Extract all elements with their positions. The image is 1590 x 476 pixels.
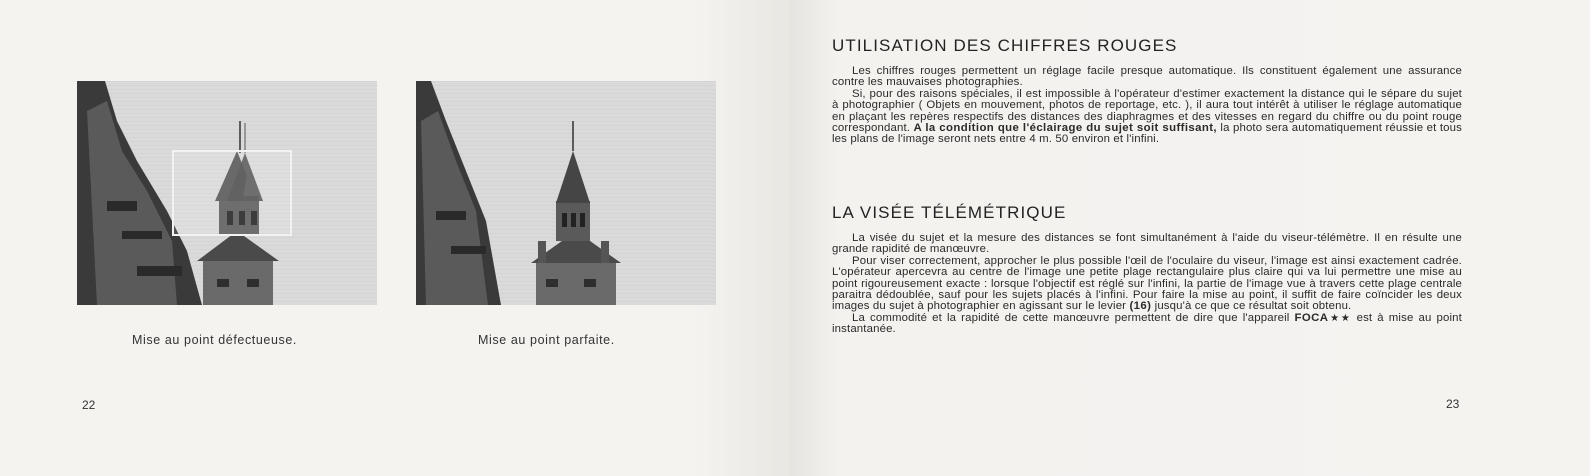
section-heading-red-figures: UTILISATION DES CHIFFRES ROUGES bbox=[832, 36, 1178, 55]
right-page bbox=[790, 0, 1590, 476]
paragraph: Les chiffres rouges permettent un réglage facile presque automatique. Ils constituent également une assurance contre les mauvaises photographies. bbox=[832, 65, 1462, 89]
section-body-rangefinder bbox=[832, 233, 1462, 336]
page-number-right: 23 bbox=[1446, 397, 1460, 411]
section-heading-rangefinder: LA VISÉE TÉLÉMÉTRIQUE bbox=[832, 203, 1067, 222]
paragraph: Si, pour des raisons spéciales, il est impossible à l'opérateur d'estimer exactement la distance qui le sépare du sujet à photographier ( Objets en mouvement, photos de reportage, etc. ), il aura tout intérêt à utiliser le réglage automatique en plaçant les repères respectifs des distances des diaphragmes et des vitesses en regard du chiffre ou du point rouge correspondant. A la condition que l'éclairage du sujet soit suffisant, la photo sera automatiquement réussie et tous les plans de l'image seront nets entre 4 m. 50 environ et l'infini. bbox=[832, 87, 1462, 146]
photo-perfect-focus bbox=[416, 81, 716, 305]
paragraph: La commodité et la rapidité de cette manœuvre permettent de dire que l'appareil FOCA★★ est à mise au point instantanée. bbox=[832, 311, 1462, 336]
left-page bbox=[0, 0, 790, 476]
caption-perfect-focus: Mise au point parfaite. bbox=[478, 333, 615, 347]
photo-defective-focus bbox=[77, 81, 377, 305]
paragraph: La visée du sujet et la mesure des distances se font simultanément à l'aide du viseur-télémètre. Il en résulte une grande rapidité de manœuvre. bbox=[832, 232, 1462, 256]
stars-icon: ★★ bbox=[1328, 312, 1352, 324]
section-body-red-figures bbox=[832, 66, 1462, 146]
caption-defective-focus: Mise au point défectueuse. bbox=[132, 333, 298, 347]
paragraph: Pour viser correctement, approcher le plus possible l'œil de l'oculaire du viseur, l'image est ainsi exactement cadrée. L'opérateur apercevra au centre de l'image une petite plage rectangulaire plus claire qui va lui permettre une mise au point rigoureusement exacte : lorsque l'objectif est réglé sur l'infini, la partie de l'image vue à travers cette plage centrale paraitra dédoublée, sauf pour les sujets placés à l'infini. Pour faire la mise au point, il suffit de faire coïncider les deux images du sujet à photographier en agissant sur le levier (16) jusqu'à ce que ce résultat soit obtenu. bbox=[832, 254, 1462, 313]
page-number-left: 22 bbox=[82, 398, 96, 412]
